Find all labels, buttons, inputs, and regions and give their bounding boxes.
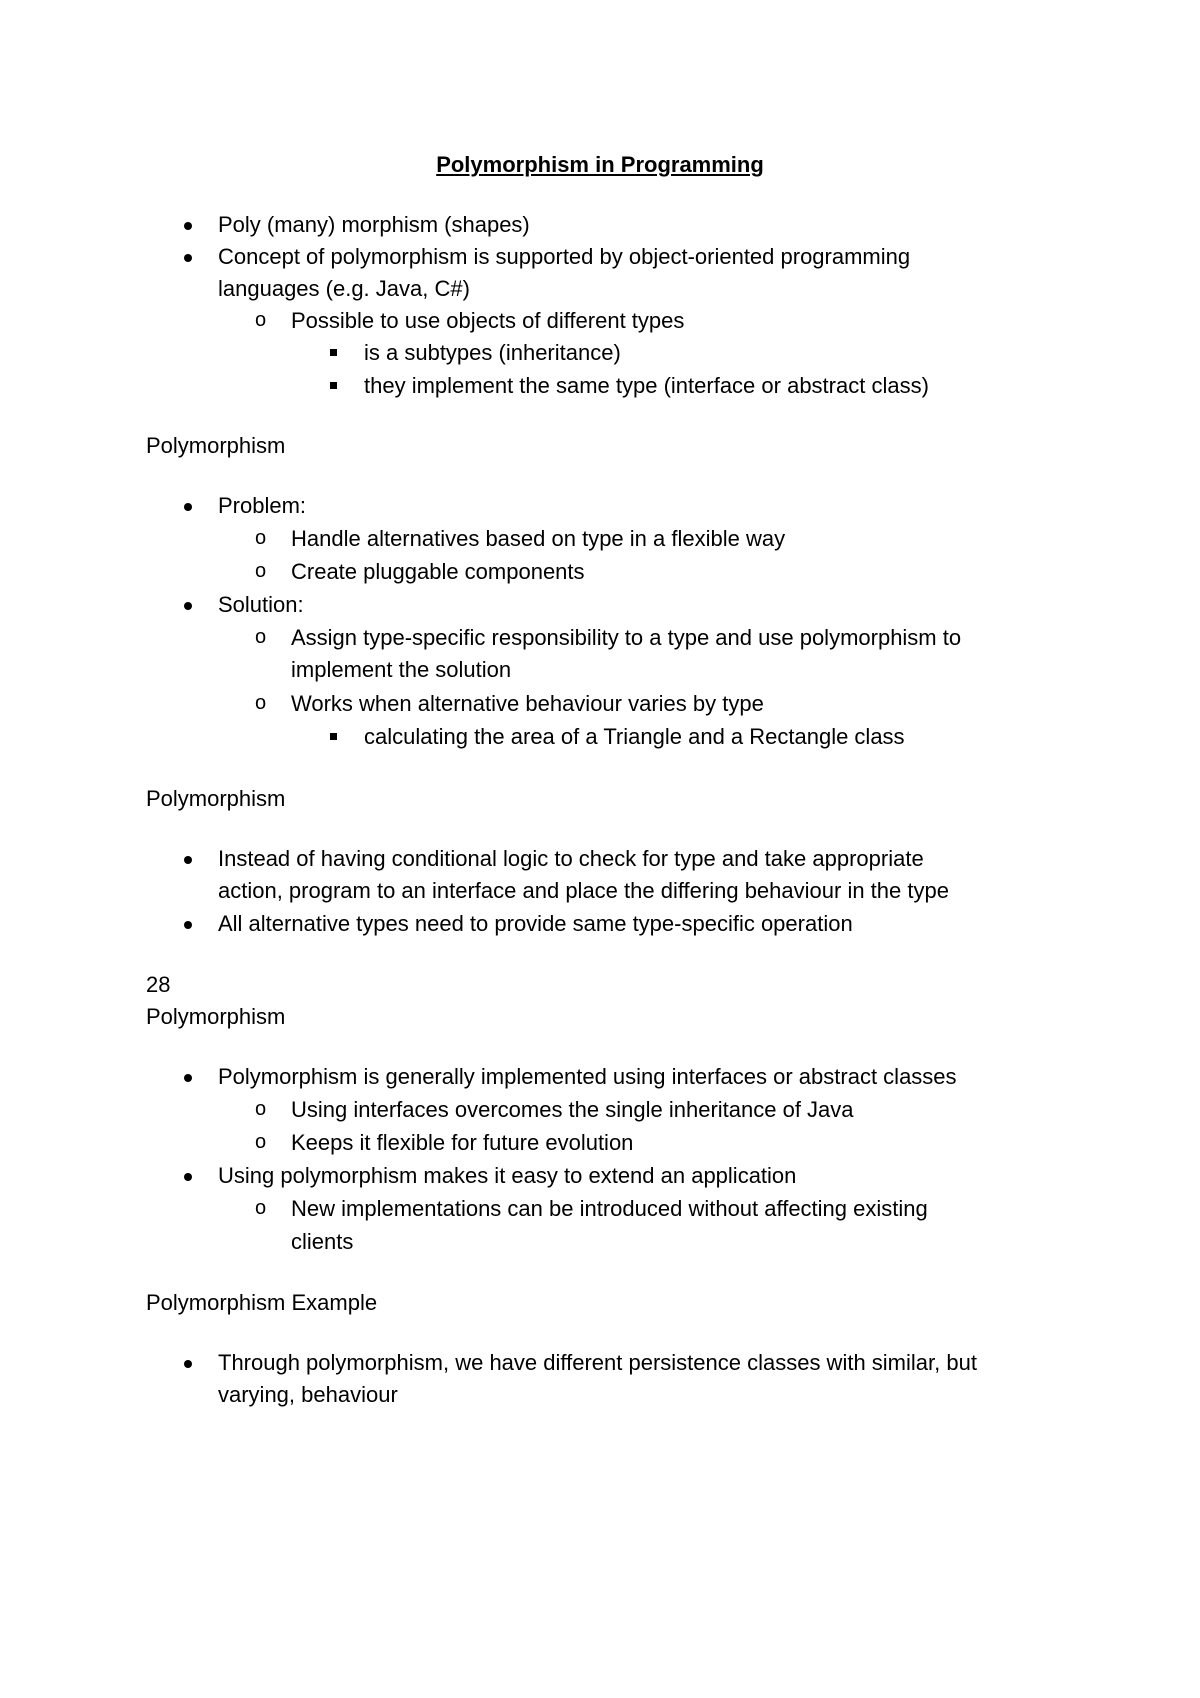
list-item: Instead of having conditional logic to check for type and take appropriate bbox=[218, 846, 924, 871]
section-heading: Polymorphism bbox=[146, 786, 286, 811]
page-title: Polymorphism in Programming bbox=[436, 152, 764, 177]
list-item: Using polymorphism makes it easy to extend an application bbox=[218, 1163, 797, 1188]
section-heading: Polymorphism bbox=[146, 433, 286, 458]
sub-list-item: Create pluggable components bbox=[291, 559, 585, 584]
circle-bullet-icon: o bbox=[255, 692, 267, 714]
sub-list-item-continued: clients bbox=[291, 1229, 354, 1254]
sub-list-item: Assign type-specific responsibility to a type and use polymorphism to bbox=[291, 625, 962, 650]
circle-bullet-icon: o bbox=[255, 626, 267, 648]
list-item: Poly (many) morphism (shapes) bbox=[218, 212, 530, 237]
circle-bullet-icon: o bbox=[255, 527, 267, 549]
list-item: All alternative types need to provide same type-specific operation bbox=[218, 911, 853, 936]
sub-list-item: Using interfaces overcomes the single inheritance of Java bbox=[291, 1097, 854, 1122]
sub-list-item: Keeps it flexible for future evolution bbox=[291, 1130, 634, 1155]
sub-list-item: Works when alternative behaviour varies by type bbox=[291, 691, 764, 716]
list-item: Polymorphism is generally implemented using interfaces or abstract classes bbox=[218, 1064, 957, 1089]
page-number: 28 bbox=[146, 972, 171, 997]
list-item: Solution: bbox=[218, 592, 304, 617]
sub-sub-list-item: calculating the area of a Triangle and a Rectangle class bbox=[364, 724, 905, 749]
section-heading: Polymorphism Example bbox=[146, 1290, 378, 1315]
list-item-continued: languages (e.g. Java, C#) bbox=[218, 276, 470, 301]
sub-sub-list-item: is a subtypes (inheritance) bbox=[364, 340, 621, 365]
list-item-continued: varying, behaviour bbox=[218, 1382, 398, 1407]
list-item: Problem: bbox=[218, 493, 307, 518]
list-item: Through polymorphism, we have different persistence classes with similar, but bbox=[218, 1350, 977, 1375]
circle-bullet-icon: o bbox=[255, 560, 267, 582]
sub-list-item: Handle alternatives based on type in a flexible way bbox=[291, 526, 786, 551]
circle-bullet-icon: o bbox=[255, 309, 267, 331]
circle-bullet-icon: o bbox=[255, 1098, 267, 1120]
list-item: Concept of polymorphism is supported by object-oriented programming bbox=[218, 244, 911, 269]
sub-sub-list-item: they implement the same type (interface or abstract class) bbox=[364, 373, 929, 398]
sub-list-item: Possible to use objects of different types bbox=[291, 308, 685, 333]
list-item-continued: action, program to an interface and place the differing behaviour in the type bbox=[218, 878, 949, 903]
circle-bullet-icon: o bbox=[255, 1197, 267, 1219]
circle-bullet-icon: o bbox=[255, 1131, 267, 1153]
sub-list-item: New implementations can be introduced without affecting existing bbox=[291, 1196, 928, 1221]
sub-list-item-continued: implement the solution bbox=[291, 657, 512, 682]
section-heading: Polymorphism bbox=[146, 1004, 286, 1029]
